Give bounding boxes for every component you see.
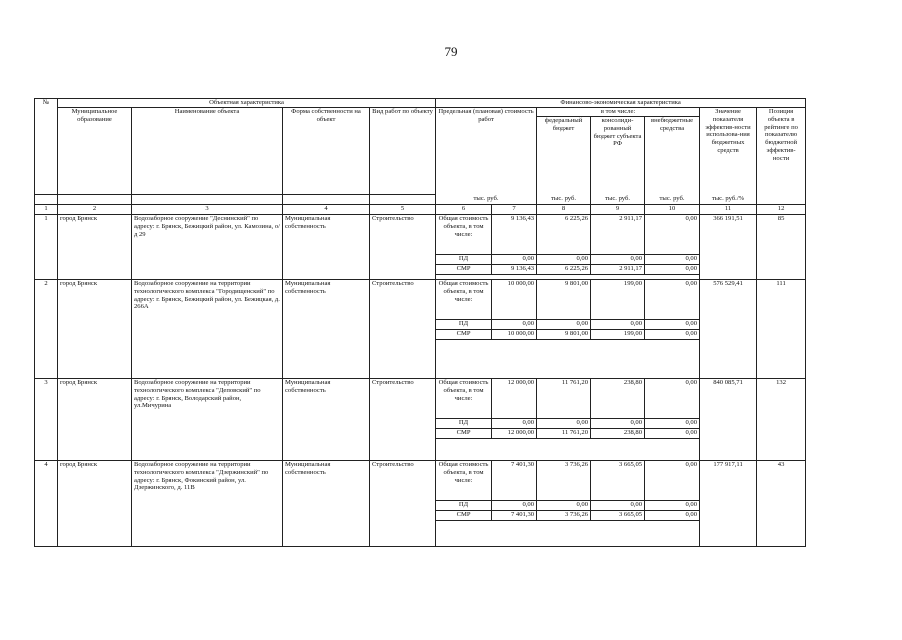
row-ownership: Муниципальная собственность bbox=[283, 461, 370, 547]
row-total-label: Общая стоимость объекта, в том числе: bbox=[436, 461, 492, 501]
column-numbers-row bbox=[35, 205, 806, 215]
row-pd-cost: 0,00 bbox=[492, 501, 537, 511]
row-smr-extrabudget: 0,00 bbox=[645, 429, 700, 439]
col-number: 5 bbox=[370, 205, 436, 215]
row-smr-consolidated: 2 911,17 bbox=[591, 265, 645, 275]
header-object-name: Наименование объекта bbox=[132, 108, 283, 195]
unit-consolidated: тыс. руб. bbox=[591, 195, 645, 205]
row-pd-label: ПД bbox=[436, 255, 492, 265]
row-smr-cost: 7 401,30 bbox=[492, 511, 537, 521]
header-indicator: Значение показателя эффектив-ности использова-ния бюджетных средств bbox=[700, 108, 757, 195]
unit-extrabudget: тыс. руб. bbox=[645, 195, 700, 205]
row-pd-label: ПД bbox=[436, 320, 492, 330]
table-row bbox=[35, 280, 806, 320]
row-rank: 132 bbox=[757, 379, 806, 461]
row-ownership: Муниципальная собственность bbox=[283, 215, 370, 280]
row-smr-extrabudget: 0,00 bbox=[645, 511, 700, 521]
row-pd-label: ПД bbox=[436, 419, 492, 429]
row-pd-consolidated: 0,00 bbox=[591, 255, 645, 265]
row-smr-consolidated: 3 665,05 bbox=[591, 511, 645, 521]
row-pd-cost: 0,00 bbox=[492, 255, 537, 265]
row-total-cost: 7 401,30 bbox=[492, 461, 537, 501]
table-row bbox=[35, 461, 806, 501]
row-object-name: Водозаборное сооружение на территории технологического комплекса "Деповский" по адресу: г. Брянск, Володарский район, ул.Мичурина bbox=[132, 379, 283, 461]
row-total-extrabudget: 0,00 bbox=[645, 461, 700, 501]
row-total-extrabudget: 0,00 bbox=[645, 280, 700, 320]
header-rank: Позиция объекта в рейтинге по показателю бюджетной эффектив-ности bbox=[757, 108, 806, 195]
row-municipality: город Брянск bbox=[58, 379, 132, 461]
row-object-name: Водозаборное сооружение "Деснинский" по адресу: г. Брянск, Бежицкий район, ул. Камозина, о/д 29 bbox=[132, 215, 283, 280]
row-number: 2 bbox=[35, 280, 58, 379]
row-number: 1 bbox=[35, 215, 58, 280]
row-smr-cost: 9 136,43 bbox=[492, 265, 537, 275]
row-smr-extrabudget: 0,00 bbox=[645, 265, 700, 275]
row-rank: 43 bbox=[757, 461, 806, 547]
row-total-consolidated: 3 665,05 bbox=[591, 461, 645, 501]
row-total-label: Общая стоимость объекта, в том числе: bbox=[436, 280, 492, 320]
unit-indicator: тыс. руб./% bbox=[700, 195, 757, 205]
row-object-name: Водозаборное сооружение на территории технологического комплекса "Городищенский" по адресу: г. Брянск, Бежицкий район, ул. Бежицкая, д. 266А bbox=[132, 280, 283, 379]
col-number: 11 bbox=[700, 205, 757, 215]
row-smr-federal: 9 801,00 bbox=[537, 330, 591, 340]
financial-table bbox=[34, 98, 806, 547]
col-number: 2 bbox=[58, 205, 132, 215]
header-federal: федеральный бюджет bbox=[537, 117, 591, 195]
row-pd-federal: 0,00 bbox=[537, 255, 591, 265]
row-pd-federal: 0,00 bbox=[537, 501, 591, 511]
header-municipality: Муниципальное образование bbox=[58, 108, 132, 195]
row-total-federal: 6 225,26 bbox=[537, 215, 591, 255]
row-total-cost: 9 136,43 bbox=[492, 215, 537, 255]
header-planned-cost: Предельная (плановая) стоимость работ bbox=[436, 108, 537, 195]
row-pd-extrabudget: 0,00 bbox=[645, 501, 700, 511]
col-number: 4 bbox=[283, 205, 370, 215]
row-indicator: 576 529,41 bbox=[700, 280, 757, 379]
row-indicator: 840 085,71 bbox=[700, 379, 757, 461]
row-total-federal: 9 801,00 bbox=[537, 280, 591, 320]
col-number: 10 bbox=[645, 205, 700, 215]
row-pd-consolidated: 0,00 bbox=[591, 419, 645, 429]
table-row bbox=[35, 215, 806, 255]
row-rank: 85 bbox=[757, 215, 806, 280]
row-pd-federal: 0,00 bbox=[537, 419, 591, 429]
row-work-type: Строительство bbox=[370, 379, 436, 461]
header-no: № bbox=[35, 99, 58, 195]
col-number: 7 bbox=[492, 205, 537, 215]
col-number: 9 bbox=[591, 205, 645, 215]
row-total-federal: 3 736,26 bbox=[537, 461, 591, 501]
col-number: 1 bbox=[35, 205, 58, 215]
row-smr-consolidated: 238,80 bbox=[591, 429, 645, 439]
row-pd-extrabudget: 0,00 bbox=[645, 255, 700, 265]
row-pd-federal: 0,00 bbox=[537, 320, 591, 330]
row-total-cost: 12 000,00 bbox=[492, 379, 537, 419]
row-pd-consolidated: 0,00 bbox=[591, 501, 645, 511]
header-including: в том числе: bbox=[537, 108, 700, 117]
col-number: 8 bbox=[537, 205, 591, 215]
row-ownership: Муниципальная собственность bbox=[283, 379, 370, 461]
row-smr-federal: 11 761,20 bbox=[537, 429, 591, 439]
col-number: 6 bbox=[436, 205, 492, 215]
row-total-label: Общая стоимость объекта, в том числе: bbox=[436, 379, 492, 419]
row-total-federal: 11 761,20 bbox=[537, 379, 591, 419]
row-smr-cost: 12 000,00 bbox=[492, 429, 537, 439]
row-pd-cost: 0,00 bbox=[492, 419, 537, 429]
col-number: 12 bbox=[757, 205, 806, 215]
header-object-char: Объектная характеристика bbox=[58, 99, 436, 108]
row-number: 4 bbox=[35, 461, 58, 547]
row-pd-label: ПД bbox=[436, 501, 492, 511]
row-smr-label: СМР bbox=[436, 511, 492, 521]
row-total-cost: 10 000,00 bbox=[492, 280, 537, 320]
row-work-type: Строительство bbox=[370, 280, 436, 379]
row-rank: 111 bbox=[757, 280, 806, 379]
row-smr-consolidated: 199,00 bbox=[591, 330, 645, 340]
row-smr-extrabudget: 0,00 bbox=[645, 330, 700, 340]
row-total-consolidated: 2 911,17 bbox=[591, 215, 645, 255]
row-indicator: 177 917,11 bbox=[700, 461, 757, 547]
row-smr-federal: 3 736,26 bbox=[537, 511, 591, 521]
row-smr-cost: 10 000,00 bbox=[492, 330, 537, 340]
row-municipality: город Брянск bbox=[58, 215, 132, 280]
row-total-label: Общая стоимость объекта, в том числе: bbox=[436, 215, 492, 255]
col-number: 3 bbox=[132, 205, 283, 215]
row-pd-extrabudget: 0,00 bbox=[645, 320, 700, 330]
row-work-type: Строительство bbox=[370, 215, 436, 280]
row-number: 3 bbox=[35, 379, 58, 461]
row-municipality: город Брянск bbox=[58, 461, 132, 547]
page-number: 79 bbox=[444, 44, 458, 59]
table-header bbox=[35, 99, 806, 215]
row-smr-federal: 6 225,26 bbox=[537, 265, 591, 275]
header-ownership: Форма собственности на объект bbox=[283, 108, 370, 195]
row-indicator: 366 191,51 bbox=[700, 215, 757, 280]
row-total-extrabudget: 0,00 bbox=[645, 379, 700, 419]
row-smr-label: СМР bbox=[436, 429, 492, 439]
row-total-consolidated: 238,80 bbox=[591, 379, 645, 419]
header-consolidated: консолиди-рованный бюджет субъекта РФ bbox=[591, 117, 645, 195]
table-body bbox=[35, 215, 806, 547]
table-row bbox=[35, 379, 806, 419]
row-total-extrabudget: 0,00 bbox=[645, 215, 700, 255]
row-municipality: город Брянск bbox=[58, 280, 132, 379]
row-pd-cost: 0,00 bbox=[492, 320, 537, 330]
row-pd-consolidated: 0,00 bbox=[591, 320, 645, 330]
row-ownership: Муниципальная собственность bbox=[283, 280, 370, 379]
row-smr-label: СМР bbox=[436, 265, 492, 275]
header-work-type: Вид работ по объекту bbox=[370, 108, 436, 195]
row-object-name: Водозаборное сооружение на территории технологического комплекса "Дзержинский" по адресу: г. Брянск, Фокинский район, ул. Дзержинского, д. 11В bbox=[132, 461, 283, 547]
header-extrabudget: внебюджетные средства bbox=[645, 117, 700, 195]
row-smr-label: СМР bbox=[436, 330, 492, 340]
row-work-type: Строительство bbox=[370, 461, 436, 547]
row-pd-extrabudget: 0,00 bbox=[645, 419, 700, 429]
unit-planned-cost: тыс. руб. bbox=[436, 195, 537, 205]
header-fin-char: Финансово-экономическая характеристика bbox=[436, 99, 806, 108]
row-total-consolidated: 199,00 bbox=[591, 280, 645, 320]
unit-federal: тыс. руб. bbox=[537, 195, 591, 205]
